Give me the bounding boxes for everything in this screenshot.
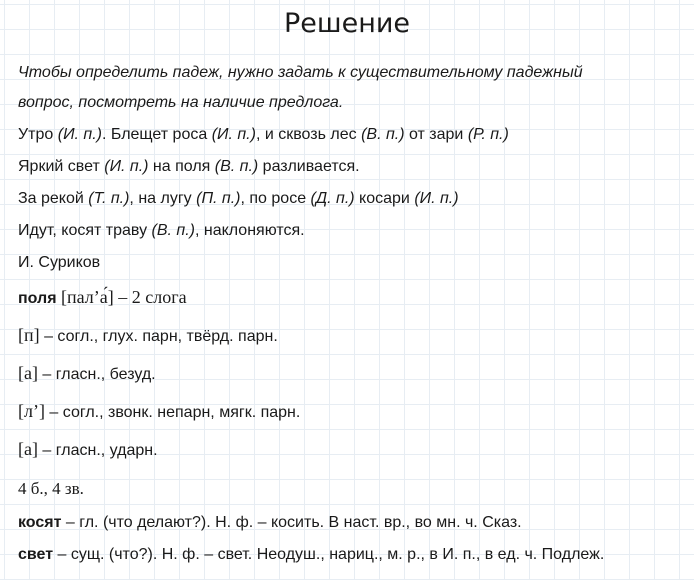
sound-row [18,438,158,462]
case-label: (Д. п.) [310,190,355,207]
sound-symbol: [а] [18,439,38,459]
morph-word: косят [18,514,62,531]
sound-desc: – согл., звонк. непарн, мягк. парн. [44,404,301,421]
case-label: (Т. п.) [88,190,130,207]
case-label: (В. п.) [214,158,259,175]
sound-symbol: [а] [18,363,38,383]
poem-word: на поля [148,158,215,175]
sound-row [18,362,156,386]
case-label: (И. п.) [104,158,149,175]
phonetic-summary: 4 б., 4 зв. [18,479,84,498]
sound-row [18,324,278,348]
poem-line-4 [18,220,305,242]
poem-line-3 [18,188,459,210]
morph-word: свет [18,546,54,563]
sound-desc: – согл., глух. парн, твёрд. парн. [39,328,278,345]
poem-word: Яркий свет [18,158,105,175]
poem-word: косари [354,190,415,207]
morph-desc: – гл. (что делают?). Н. ф. – косить. В наст. вр., во мн. ч. Сказ. [61,514,522,531]
case-label: (И. п.) [211,126,256,143]
page-title: Решение [283,8,411,39]
poem-line-1 [18,124,509,146]
phonetic-word: поля [18,290,57,307]
case-label: (В. п.) [151,222,195,239]
poem-word: Утро [18,126,58,143]
sound-desc: – гласн., ударн. [37,442,158,459]
intro-line-2: вопрос, посмотреть на наличие предлога. [18,94,344,111]
poem-author: И. Суриков [18,254,101,271]
case-label: (П. п.) [196,190,241,207]
sound-desc: – гласн., безуд. [37,366,156,383]
case-label: (В. п.) [361,126,405,143]
poem-word: , на лугу [129,190,197,207]
morph-desc: – сущ. (что?). Н. ф. – свет. Неодуш., нариц., м. р., в И. п., в ед. ч. Подлеж. [53,546,605,563]
phonetic-header [18,286,187,310]
case-label: (Р. п.) [467,126,509,143]
morph-row [18,512,522,534]
poem-word: , и сквозь лес [255,126,362,143]
case-label: (И. п.) [414,190,459,207]
poem-word: Идут, косят траву [18,222,152,239]
sound-symbol: [п] [18,325,40,345]
poem-word: разливается. [258,158,360,175]
morph-row [18,544,604,566]
poem-word: . Блещет роса [101,126,212,143]
sound-row [18,400,300,424]
poem-word: от зари [404,126,468,143]
poem-line-2 [18,156,360,178]
poem-word: , наклоняются. [194,222,305,239]
poem-word: , по росе [240,190,311,207]
sound-symbol: [л’] [18,401,45,421]
intro-line-1: Чтобы определить падеж, нужно задать к существительному падежный [18,64,583,81]
phonetic-transcription: [пал’а́] [61,287,114,307]
case-label: (И. п.) [57,126,102,143]
poem-word: За рекой [18,190,89,207]
phonetic-syllables: – 2 слога [113,287,187,307]
